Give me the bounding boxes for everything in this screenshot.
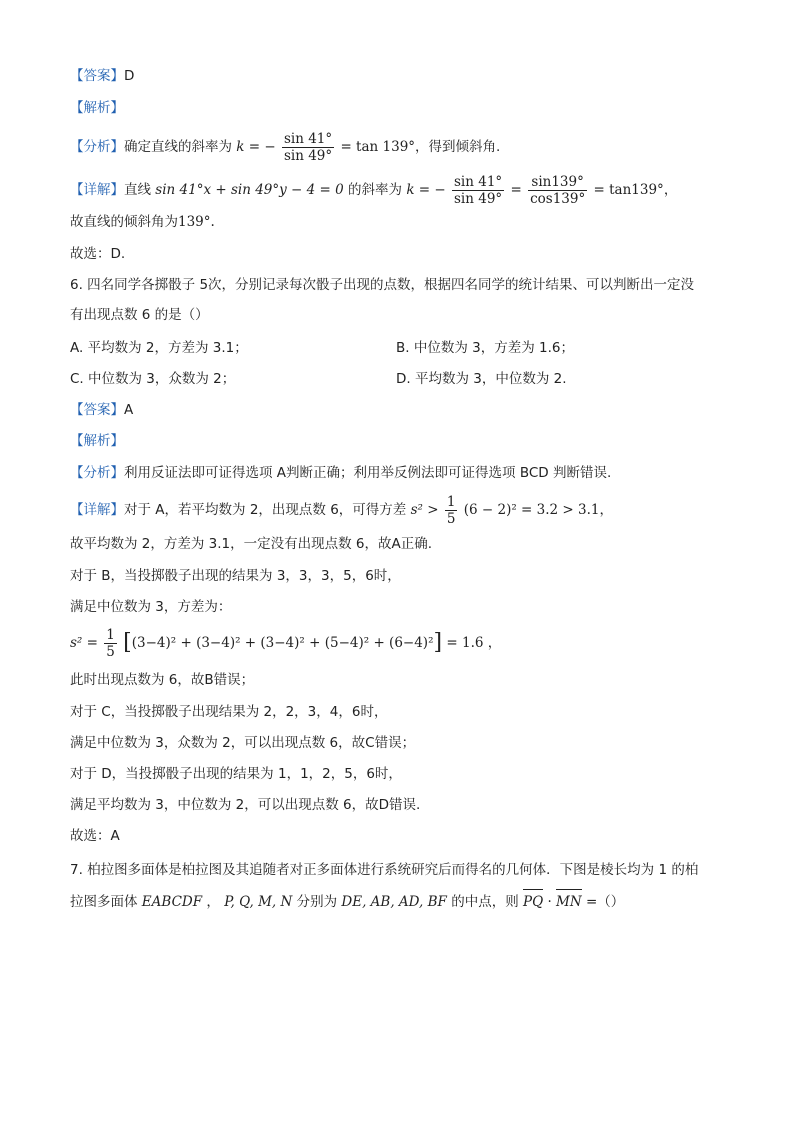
xiangjie-text: 直线 bbox=[124, 182, 151, 198]
q5-answer-line bbox=[70, 66, 134, 86]
fraction-numerator: sin139° bbox=[528, 174, 587, 191]
one-fifth-fraction bbox=[104, 627, 117, 660]
q6-option-c: C. 中位数为 3，众数为 2； bbox=[70, 371, 236, 387]
stem-text: 分别为 bbox=[296, 894, 338, 910]
comma: ， bbox=[206, 894, 220, 910]
q6-analysis-tag bbox=[70, 431, 124, 451]
dot-operator: · bbox=[547, 894, 552, 910]
variance-value: (6 − 2)² = 3.2 > 3.1 bbox=[463, 502, 600, 518]
variance-lhs: s² = bbox=[70, 635, 98, 651]
q7-stem-line1: 7. 柏拉图多面体是柏拉图及其追随者对正多面体进行系统研究后而得名的几何体．下图是棱长均为 1 的柏 bbox=[70, 862, 699, 878]
fraction-denominator: 5 bbox=[106, 643, 115, 660]
xiangjie-text: 对于 A，若平均数为 2，出现点数 6，可得方差 bbox=[124, 502, 407, 518]
equals-sign: = bbox=[510, 182, 522, 198]
q5-analysis-tag bbox=[70, 98, 124, 118]
points-list: P, Q, M, N bbox=[224, 894, 293, 910]
stem-text-tail: =（） bbox=[585, 894, 625, 910]
q6-choice: 故选：A bbox=[70, 828, 120, 844]
comma: ， bbox=[663, 182, 678, 198]
slope-fraction bbox=[282, 131, 334, 164]
slope-expression-2: k = − bbox=[406, 182, 446, 198]
slope-expression: k = − bbox=[236, 139, 276, 155]
fenxi-text: 确定直线的斜率为 bbox=[124, 139, 232, 155]
q6-answer-line bbox=[70, 400, 133, 420]
fenxi-tag: 【分析】 bbox=[70, 139, 124, 155]
tan-expression-2: = tan139° bbox=[593, 182, 664, 198]
fraction-numerator: sin 41° bbox=[283, 130, 333, 147]
left-bracket: [ bbox=[123, 630, 132, 655]
fraction-denominator: sin 49° bbox=[283, 147, 333, 164]
q6-d-case: 对于 D，当投掷骰子出现的结果为 1，1，2，5，6时， bbox=[70, 766, 402, 782]
answer-value: A bbox=[124, 402, 134, 418]
q6-b-formula bbox=[70, 622, 501, 664]
fraction-numerator: 1 bbox=[446, 493, 456, 510]
q6-stem-line1: 6. 四名同学各掷骰子 5次，分别记录每次骰子出现的点数，根据四名同学的统计结果、可以判断出一定没 bbox=[70, 277, 695, 293]
stem-text: 拉图多面体 bbox=[70, 894, 138, 910]
answer-value: D bbox=[124, 68, 135, 84]
q6-b-case: 对于 B，当投掷骰子出现的结果为 3，3，3，5，6时， bbox=[70, 568, 401, 584]
q6-option-b: B. 中位数为 3，方差为 1.6； bbox=[396, 340, 574, 356]
q6-d-conclusion: 满足平均数为 3，中位数为 2，可以出现点数 6，故D错误. bbox=[70, 797, 421, 813]
q6-fenxi-line bbox=[70, 463, 611, 483]
slope-fraction-2 bbox=[452, 174, 504, 207]
stem-text: 的中点，则 bbox=[451, 894, 519, 910]
q5-fenxi-line bbox=[70, 127, 500, 167]
q5-xiangjie-line bbox=[70, 170, 677, 210]
q7-stem-line2 bbox=[70, 892, 624, 912]
q6-xiangjie-line bbox=[70, 490, 613, 530]
fraction-numerator: 1 bbox=[106, 626, 115, 643]
tan-fraction bbox=[528, 174, 587, 207]
fraction-numerator: sin 41° bbox=[454, 173, 503, 190]
q5-conclusion bbox=[70, 212, 215, 232]
right-bracket: ] bbox=[433, 630, 443, 655]
variance-terms: (3−4)² + (3−4)² + (3−4)² + (5−4)² + (6−4)² bbox=[131, 635, 434, 651]
fraction-denominator: sin 49° bbox=[454, 190, 503, 207]
q5-choice: 故选：D. bbox=[70, 246, 126, 262]
edges-list: DE, AB, AD, BF bbox=[341, 894, 447, 910]
answer-tag: 【答案】 bbox=[70, 402, 124, 418]
q6-b-conclusion: 此时出现点数为 6，故B错误； bbox=[70, 672, 255, 688]
conclusion-value: 139°. bbox=[178, 214, 215, 230]
answer-tag: 【答案】 bbox=[70, 68, 124, 84]
analysis-tag: 【解析】 bbox=[70, 433, 124, 449]
xiangjie-text-2: 的斜率为 bbox=[348, 182, 403, 198]
tan-expression: = tan 139° bbox=[340, 139, 416, 155]
fraction-denominator: cos139° bbox=[530, 190, 586, 207]
q6-b-satisfy: 满足中位数为 3，方差为： bbox=[70, 599, 232, 615]
q6-a-conclusion: 故平均数为 2，方差为 3.1，一定没有出现点数 6，故A正确. bbox=[70, 536, 433, 552]
one-fifth-fraction bbox=[445, 494, 458, 527]
fenxi-text-tail: ，得到倾斜角. bbox=[415, 139, 501, 155]
solid-name: EABCDF bbox=[141, 894, 203, 910]
fenxi-tag: 【分析】 bbox=[70, 465, 124, 481]
q6-c-case: 对于 C，当投掷骰子出现结果为 2，2，3，4，6时， bbox=[70, 704, 388, 720]
q6-stem-line2: 有出现点数 6 的是（） bbox=[70, 307, 209, 323]
xiangjie-tag: 【详解】 bbox=[70, 182, 124, 198]
variance-result: = 1.6 ， bbox=[446, 635, 502, 651]
vector-mn: MN bbox=[556, 894, 582, 910]
q6-c-conclusion: 满足中位数为 3，众数为 2，可以出现点数 6，故C错误； bbox=[70, 735, 416, 751]
fraction-denominator: 5 bbox=[446, 510, 456, 527]
xiangjie-tag: 【详解】 bbox=[70, 502, 124, 518]
comma: ， bbox=[599, 502, 613, 518]
fenxi-text: 利用反证法即可证得选项 A判断正确；利用举反例法即可证得选项 BCD 判断错误. bbox=[124, 465, 612, 481]
conclusion-text: 故直线的倾斜角为 bbox=[70, 214, 178, 230]
analysis-tag: 【解析】 bbox=[70, 100, 124, 116]
q6-option-a: A. 平均数为 2，方差为 3.1； bbox=[70, 340, 248, 356]
q6-option-d: D. 平均数为 3，中位数为 2. bbox=[396, 371, 567, 387]
vector-pq: PQ bbox=[523, 894, 544, 910]
variance-inequality: s² > bbox=[410, 502, 439, 518]
line-equation: sin 41°x + sin 49°y − 4 = 0 bbox=[155, 182, 344, 198]
